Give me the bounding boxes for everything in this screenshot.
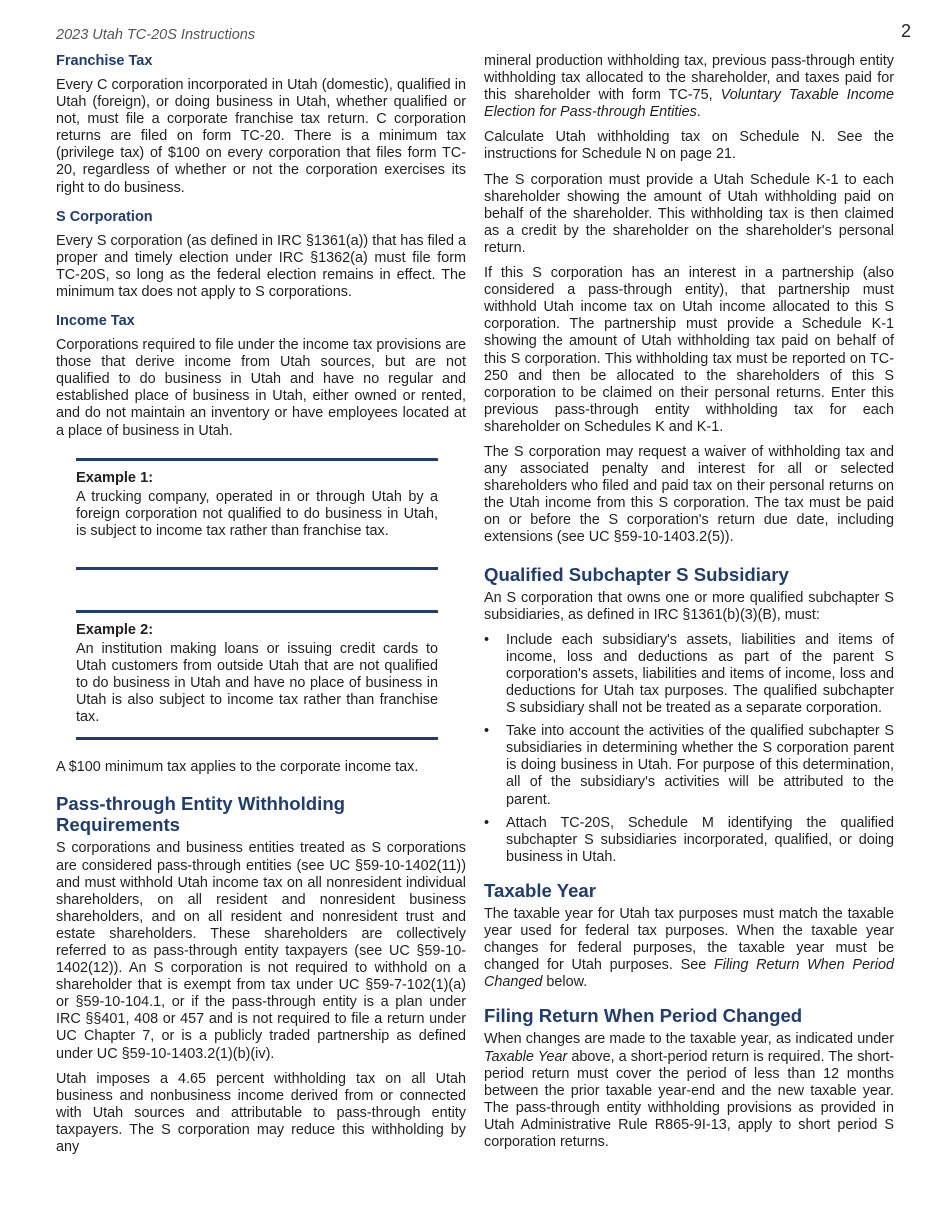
s-corporation-text: Every S corporation (as defined in IRC §1361(a)) that has filed a proper and timely election under IRC §1362(a) must file form TC-20S, so long as the federal election remains in effect. The minimum tax does not apply to S corporations. — [56, 232, 466, 300]
list-item-text: Include each subsidiary's assets, liabilities and items of income, loss and deductions as part of the parent S corporation's assets, liabilities and items of income, loss and deductions for Utah tax purposes. The qualified subchapter S subsidiary shall not be treated as a separate corporation. — [506, 631, 894, 717]
list-item-text: Attach TC-20S, Schedule M identifying the qualified subchapter S subsidiaries incorporated, qualified, or doing business in Utah. — [506, 814, 894, 865]
list-item-text: Take into account the activities of the qualified subchapter S subsidiaries in determining whether the S corporation parent is doing business in Utah. For purpose of this determination, all of the subsidiary's activities will be attributed to the parent. — [506, 723, 894, 808]
pass-through-para-1: S corporations and business entities treated as S corporations are considered pass-through entities (see UC §59-10-1402(11)) and must withhold Utah income tax on all nonresident individual shareholders, on all resident and nonresident business shareholders, and on all resident and nonresident trust and estate shareholders. These shareholders are collectively referred to as pass-through entity taxpayers (see UC §59-10-1402(12)). An S corporation is not required to withhold on a shareholder that is exempt from tax under UC §59-7-102(1)(a) or §59-10-104.1, or if the pass-through entity is a plan under IRC §§401, 408 or 457 and is not required to file a return under UC Chapter 7, or is a publicly traded partnership as defined under UC §59-10-1403.2(1)(b)(iv). — [56, 840, 466, 1062]
running-head: 2023 Utah TC-20S Instructions — [56, 27, 256, 43]
page-number: 2 — [900, 21, 911, 41]
pass-through-heading: Pass-through Entity Withholding Requirements — [56, 793, 346, 836]
withholding-continued-end: . — [696, 104, 701, 121]
form-tc75-title: Voluntary Taxable Income Election for Pass-through Entities — [484, 87, 895, 121]
example-1-title: Example 1: — [76, 469, 154, 486]
s-corporation-heading: S Corporation — [56, 208, 153, 225]
list-item — [484, 632, 894, 717]
schedule-n-text: Calculate Utah withholding tax on Schedule N. See the instructions for Schedule N on page 21. — [484, 129, 894, 163]
left-column — [56, 52, 466, 1164]
taxable-year-reference: Taxable Year — [484, 1048, 568, 1065]
example-1-text: A trucking company, operated in or through Utah by a foreign corporation not qualified to do business in Utah, is subject to income tax rather than franchise tax. — [76, 488, 438, 539]
right-column — [484, 53, 894, 1159]
bullet-icon: • — [484, 723, 490, 740]
example-2-text: An institution making loans or issuing credit cards to Utah customers from outside Utah that are not qualified to do business in Utah and have no place of business in Utah is also subject to income tax rather than franchise tax. — [76, 640, 438, 726]
qsub-bullet-list — [484, 632, 894, 866]
withholding-continued-text — [484, 53, 894, 121]
waiver-text: The S corporation may request a waiver of withholding tax and any associated penalty and interest for all or selected shareholders who filed and paid tax on their personal returns on the Utah income from this S corporation. The tax must be paid on or before the S corporation's return due date, including extensions (see UC §59-10-1403.2(5)). — [484, 443, 894, 546]
taxable-year-heading: Taxable Year — [484, 879, 596, 901]
taxable-year-end: below. — [542, 974, 588, 991]
income-tax-text: Corporations required to file under the income tax provisions are those that derive income from Utah sources, but are not qualified to do business in Utah and have no regular and established place of business in Utah, either owned or rented, and do not maintain an inventory or have employees located at a place of business in Utah. — [56, 337, 466, 439]
filing-period-end: above, a short-period return is required. The short-period return must cover the period of less than 12 months between the prior taxable year-end and the new taxable year. The pass-through entity withholding provisions as provided in Utah Administrative Rule R865-9I-13, apply to short period S corporation returns. — [484, 1048, 894, 1150]
list-item — [484, 815, 894, 866]
taxable-year-main: The taxable year for Utah tax purposes must match the taxable year used for federal tax purposes. When the taxable year changes for federal purposes, the taxable year must be changed for Utah purposes. See — [484, 905, 894, 974]
pass-through-para-2: Utah imposes a 4.65 percent withholding tax on all Utah business and nonbusiness income derived from or connected with Utah sources and attributable to pass-through entity taxpayers. The S corporation may reduce this withholding by any — [56, 1070, 466, 1156]
withholding-continued-main: mineral production withholding tax, previous pass-through entity withholding tax allocated to the shareholder, and taxes paid for this shareholder with form TC-75, — [484, 53, 894, 104]
example-2-title: Example 2: — [76, 621, 154, 638]
example-2-box — [76, 610, 438, 740]
example-1-box — [76, 458, 438, 570]
bullet-icon: • — [484, 631, 490, 648]
qsub-intro: An S corporation that owns one or more qualified subchapter S subsidiaries, as defined in IRC §1361(b)(3)(B), must: — [484, 589, 894, 623]
filing-period-start: When changes are made to the taxable year, as indicated under — [484, 1031, 894, 1048]
bullet-icon: • — [484, 814, 490, 831]
franchise-tax-text: Every C corporation incorporated in Utah (domestic), qualified in Utah (foreign), or doing business in Utah, whether qualified or not, must file a corporate franchise tax return. C corporation returns are filed on form TC-20. There is a minimum tax (privilege tax) of $100 on every corporation that files form TC-20, regardless of whether or not the corporation exercises its right to do business. — [56, 77, 466, 196]
filing-return-reference: Filing Return When Period Changed — [484, 957, 895, 991]
schedule-k1-text: The S corporation must provide a Utah Schedule K-1 to each shareholder showing the amount of Utah withholding paid on behalf of the shareholder. This withholding tax is then claimed as a credit by the shareholder on the shareholder's personal return. — [484, 171, 894, 256]
filing-period-heading: Filing Return When Period Changed — [484, 1005, 803, 1027]
partnership-text: If this S corporation has an interest in a partnership (also considered a pass-through entity), that partnership must withhold Utah income tax on Utah income allocated to this S corporation. The partnership must provide a Schedule K-1 showing the amount of Utah withholding tax paid on behalf of this S corporation. This withholding tax must be reported on TC-250 and then be allocated to the shareholders of this S corporation to be claimed on their personal returns. Enter this previous pass-through entity withholding tax for each shareholder on Schedules K and K-1. — [484, 265, 894, 435]
taxable-year-text — [484, 906, 894, 991]
filing-period-text — [484, 1031, 894, 1151]
income-tax-heading: Income Tax — [56, 313, 135, 330]
franchise-tax-heading: Franchise Tax — [56, 53, 153, 69]
qsub-heading: Qualified Subchapter S Subsidiary — [484, 563, 789, 585]
minimum-tax-note: A $100 minimum tax applies to the corporate income tax. — [56, 759, 419, 776]
list-item — [484, 723, 894, 808]
